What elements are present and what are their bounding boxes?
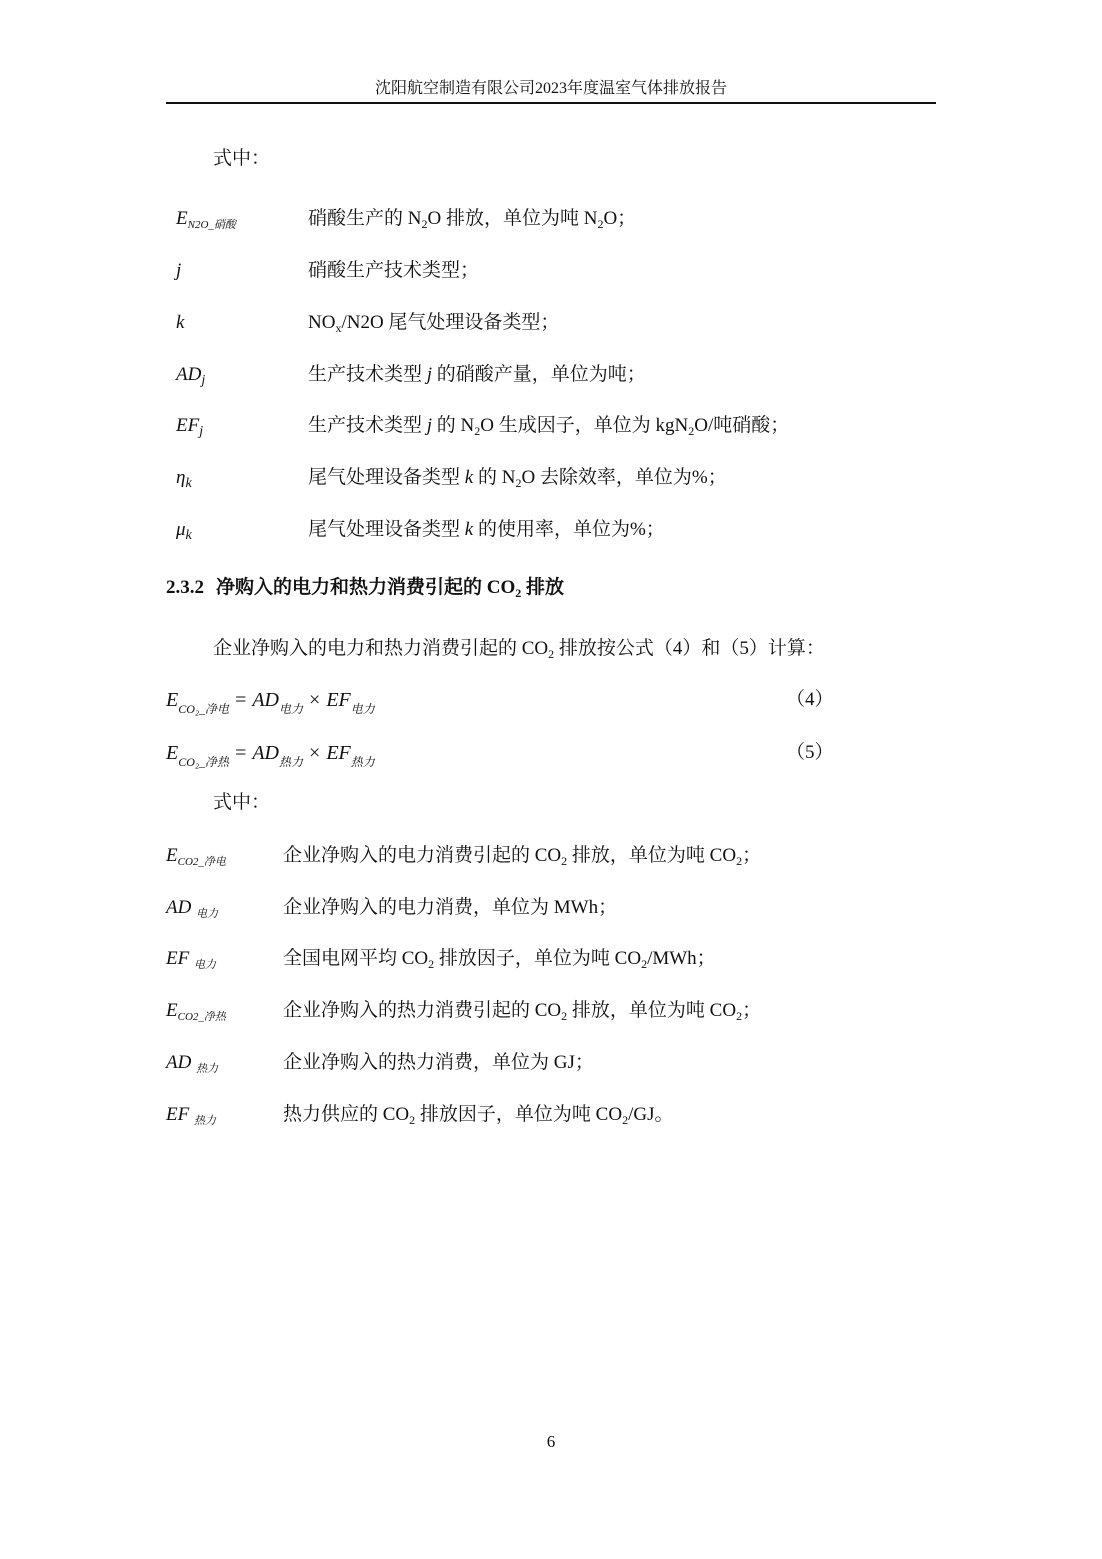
where-label-1: 式中：	[213, 148, 271, 169]
symbol-mu-k: $\mu_k$	[176, 519, 192, 543]
symbol-ad-heat: AD $_{热力}$	[166, 1052, 219, 1075]
definition-ef-electricity: 全国电网平均 $CO_2$ 排放因子，单位为吨 $CO_2$/MWh；	[283, 948, 716, 971]
definition-e-co2-heat: 企业净购入的热力消费引起的 $CO_2$ 排放，单位为吨 $CO_2$；	[283, 1000, 762, 1023]
definition-ad-heat: 企业净购入的热力消费，单位为 GJ；	[283, 1052, 594, 1073]
symbol-e-n2o: $E_{N2O\_硝酸}$	[176, 208, 236, 231]
definition-e-co2-electricity: 企业净购入的电力消费引起的 $CO_2$ 排放，单位为吨 $CO_2$；	[283, 845, 762, 868]
symbol-ad-j: $AD_j$	[176, 364, 206, 388]
section-heading: 2.3.2 净购入的电力和热力消费引起的 $CO_2$ 排放	[166, 577, 565, 600]
definition-e-n2o: 硝酸生产的 $N_2O$ 排放，单位为吨 $N_2O$；	[308, 208, 637, 231]
definition-ad-j: 生产技术类型 j 的硝酸产量，单位为吨；	[308, 364, 646, 385]
section-intro-paragraph: 企业净购入的电力和热力消费引起的 $CO_2$ 排放按公式（4）和（5）计算：	[213, 638, 825, 661]
symbol-j: j	[176, 260, 182, 281]
header-rule	[166, 102, 936, 104]
symbol-e-co2-heat: $E_{CO2\_净热}$	[166, 1000, 226, 1023]
page-number: 6	[546, 1432, 556, 1451]
where-label-2: 式中：	[213, 792, 271, 813]
symbol-ef-electricity: EF $_{电力}$	[166, 948, 216, 971]
definition-mu-k: 尾气处理设备类型 k 的使用率，单位为%；	[308, 519, 665, 540]
definition-ef-j: 生产技术类型 j 的 $N_2O$ 生成因子，单位为 kgN$_2$O/吨硝酸；	[308, 415, 790, 438]
equation-number-5: （5）	[786, 742, 834, 763]
formula-5: $E_{CO_2\_净热} = AD_{热力} \times EF_{热力}$	[166, 742, 375, 769]
symbol-ad-electricity: AD $_{电力}$	[166, 897, 219, 920]
symbol-e-co2-electricity: $E_{CO2\_净电}$	[166, 845, 226, 868]
page-header: 沈阳航空制造有限公司2023年度温室气体排放报告	[374, 80, 727, 97]
formula-4: $E_{CO_2\_净电} = AD_{电力} \times EF_{电力}$	[166, 689, 375, 716]
symbol-k: k	[176, 312, 185, 333]
equation-number-4: （4）	[786, 689, 834, 710]
definition-j: 硝酸生产技术类型；	[308, 260, 480, 281]
definition-ad-electricity: 企业净购入的电力消费，单位为 MWh；	[283, 897, 618, 918]
definition-ef-heat: 热力供应的 $CO_2$ 排放因子，单位为吨 $CO_2/GJ$。	[283, 1104, 674, 1127]
symbol-ef-j: $EF_j$	[176, 415, 204, 439]
definition-eta-k: 尾气处理设备类型 k 的 $N_2O$ 去除效率，单位为%；	[308, 467, 727, 490]
symbol-eta-k: $\eta_k$	[176, 467, 192, 491]
definition-k: $NO_x/N2O$ 尾气处理设备类型；	[308, 312, 560, 335]
symbol-ef-heat: EF $_{热力}$	[166, 1104, 216, 1127]
